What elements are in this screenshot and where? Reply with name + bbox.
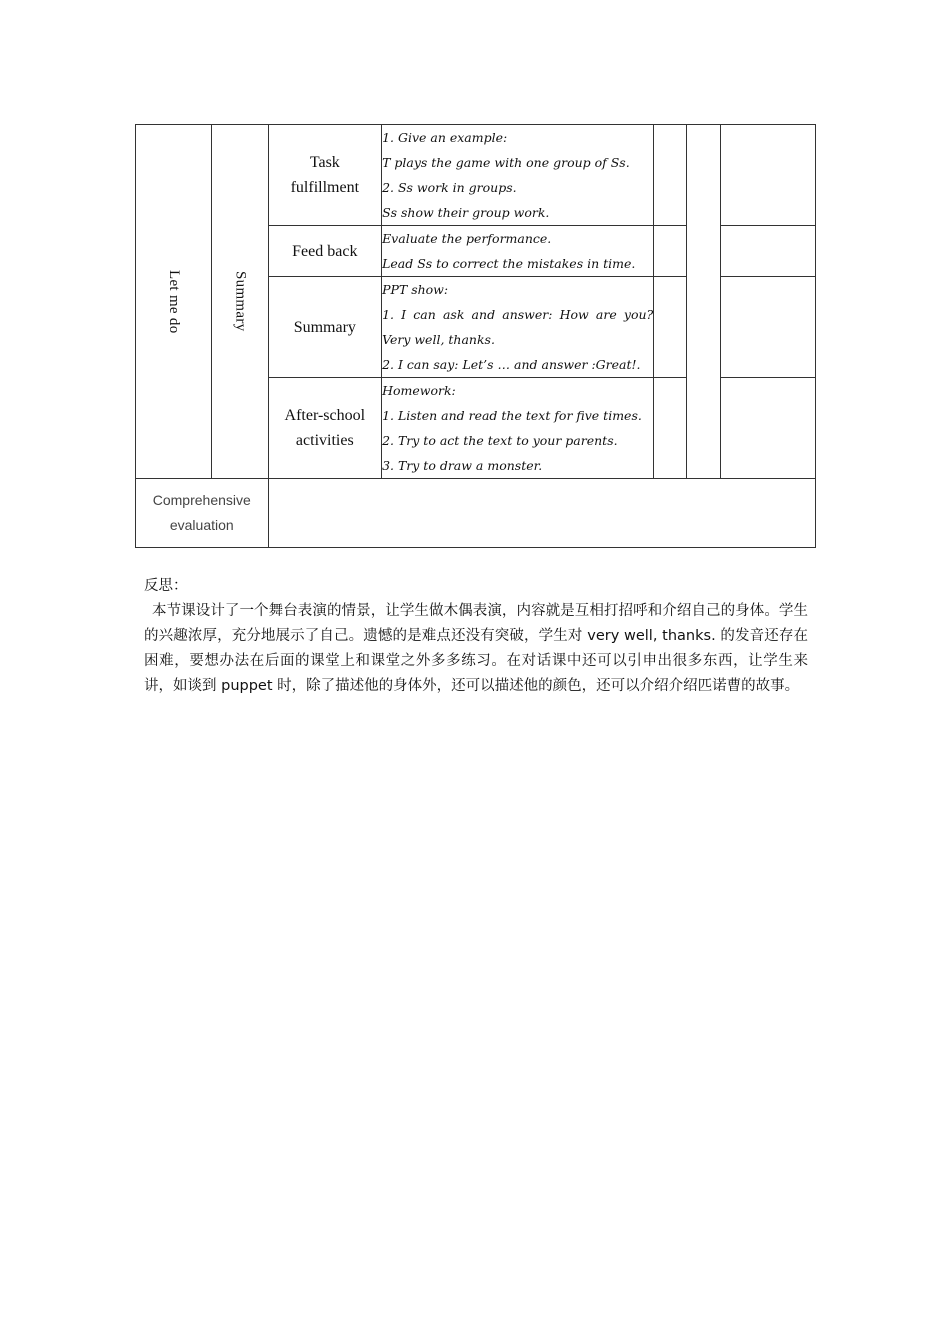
stage-cell: [136, 125, 212, 479]
activity-line: 3. Try to draw a monster.: [382, 458, 543, 473]
step-label-line: fulfillment: [290, 179, 360, 196]
evaluation-label-line: Comprehensive: [152, 492, 251, 508]
empty-cell: [720, 226, 815, 277]
evaluation-value-cell: [268, 479, 815, 548]
step-cell: [268, 226, 382, 277]
activities-cell: [382, 125, 654, 226]
activities-cell: [382, 226, 654, 277]
activity-line: Very well, thanks.: [382, 332, 495, 347]
empty-cell: [654, 125, 687, 226]
table-row: [136, 125, 816, 226]
activities-cell: [382, 378, 654, 479]
evaluation-label-line: evaluation: [169, 517, 234, 533]
evaluation-label-cell: [136, 479, 269, 548]
step-label-line: activities: [295, 432, 354, 449]
activity-line: 2. Ss work in groups.: [382, 180, 517, 195]
step-label-line: After-school: [284, 407, 366, 424]
substage-cell: [212, 125, 268, 479]
empty-cell: [720, 277, 815, 378]
reflection-heading: 反思：: [144, 578, 188, 594]
activity-line: 2. Try to act the text to your parents.: [382, 433, 618, 448]
step-cell: [268, 125, 382, 226]
empty-cell: [720, 125, 815, 226]
empty-cell: [687, 125, 720, 479]
step-cell: [268, 277, 382, 378]
step-label-line: Feed back: [292, 242, 358, 260]
lesson-plan-table: [135, 124, 816, 548]
step-label-line: Task: [309, 154, 340, 171]
activity-line: 1. I can ask and answer: How are you?: [382, 307, 654, 322]
activities-cell: [382, 277, 654, 378]
activity-line: Lead Ss to correct the mistakes in time.: [382, 256, 636, 271]
empty-cell: [654, 378, 687, 479]
reflection-body: 本节课设计了一个舞台表演的情景，让学生做木偶表演，内容就是互相打招呼和介绍自己的身体。学生的兴趣浓厚，充分地展示了自己。遗憾的是难点还没有突破，学生对 very well, thanks. 的发音还存在困难，要想办法在后面的课堂上和课堂之外多多练习。在对话课中还可以引申出很多东西，让学生来讲，如谈到 puppet 时，除了描述他的身体外，还可以描述他的颜色，还可以介绍介绍匹诺曹的故事。: [144, 603, 808, 694]
empty-cell: [654, 226, 687, 277]
empty-cell: [720, 378, 815, 479]
activity-line: Evaluate the performance.: [382, 231, 552, 246]
activity-line: Homework:: [382, 383, 456, 398]
activity-line: 2. I can say: Let’s … and answer :Great!.: [382, 357, 641, 372]
stage-label: Let me do: [166, 269, 183, 334]
activity-line: PPT show:: [382, 282, 449, 297]
step-label-line: Summary: [293, 318, 356, 336]
activity-line: 1. Give an example:: [382, 130, 508, 145]
activity-line: T plays the game with one group of Ss.: [382, 155, 630, 170]
substage-label: Summary: [232, 271, 249, 332]
step-cell: [268, 378, 382, 479]
reflection-section: [144, 574, 808, 699]
activity-line: 1. Listen and read the text for five times.: [382, 408, 642, 423]
activity-line: Ss show their group work.: [382, 205, 550, 220]
empty-cell: [654, 277, 687, 378]
evaluation-row: [136, 479, 816, 548]
